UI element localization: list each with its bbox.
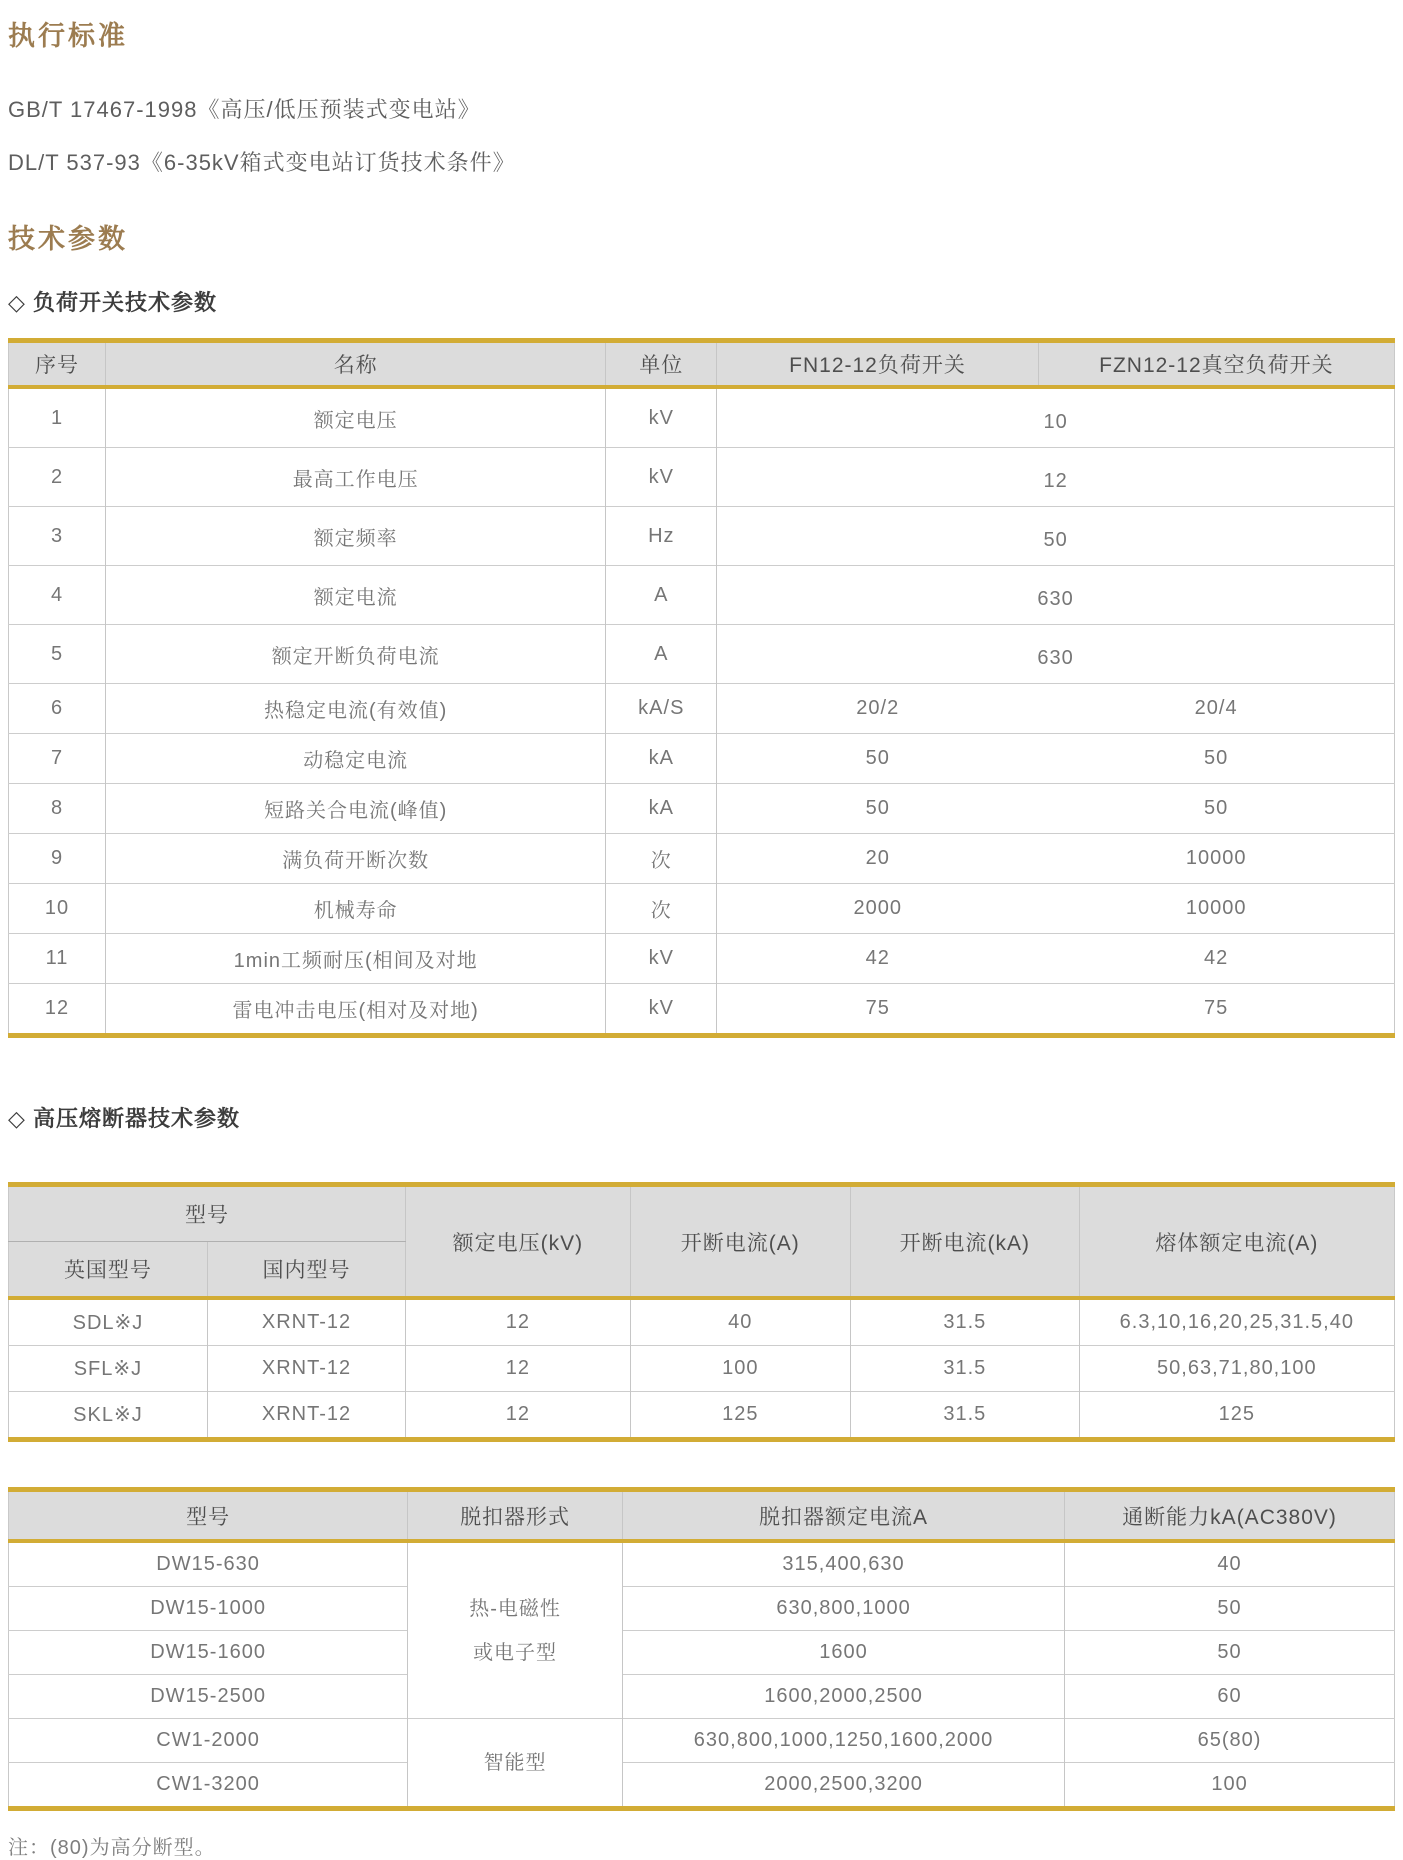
cell-trip-current: 630,800,1000 <box>622 1587 1064 1631</box>
cell-param-name: 额定电压 <box>106 387 606 448</box>
cell-capacity: 50 <box>1065 1587 1395 1631</box>
header-row <box>9 1185 1395 1242</box>
cell-seq: 5 <box>9 625 106 684</box>
cell-breaking-current-a: 40 <box>630 1298 850 1346</box>
cell-param-name: 1min工频耐压(相间及对地 <box>106 934 606 984</box>
cell-rated-voltage: 12 <box>406 1392 631 1440</box>
cell-model: CW1-3200 <box>9 1763 408 1809</box>
cell-capacity: 40 <box>1065 1541 1395 1587</box>
cell-param-name: 最高工作电压 <box>106 448 606 507</box>
cell-fn12-value: 50 <box>717 734 1039 784</box>
cell-trip-current: 315,400,630 <box>622 1541 1064 1587</box>
col-header-capacity: 通断能力kA(AC380V) <box>1065 1490 1395 1542</box>
table-row <box>9 1298 1395 1346</box>
cell-model: DW15-630 <box>156 1553 260 1575</box>
table-row <box>9 1719 1395 1763</box>
cell-unit: kV <box>606 387 717 448</box>
cell-seq: 4 <box>9 566 106 625</box>
col-header-breaking-current-a: 开断电流(A) <box>630 1185 850 1299</box>
cell-fzn12-value: 42 <box>1038 934 1394 984</box>
breaker-table <box>8 1487 1395 1811</box>
table-row <box>9 1631 1395 1675</box>
cell-rated-voltage: 12 <box>406 1298 631 1346</box>
table-row <box>9 884 1395 934</box>
cell-model: CW1-2000 <box>9 1719 408 1763</box>
cell-fn12-value: 42 <box>717 934 1039 984</box>
col-header-model-uk: 英国型号 <box>9 1242 208 1299</box>
cell-model-cn: XRNT-12 <box>207 1298 405 1346</box>
cell-unit: kA <box>606 734 717 784</box>
cell-param-name: 额定电流 <box>106 566 606 625</box>
standard-line-gbt: GB/T 17467-1998《高压/低压预装式变电站》 <box>8 97 481 122</box>
cell-fzn12-value: 50 <box>1038 734 1394 784</box>
cell-fuse-rated-current: 6.3,10,16,20,25,31.5,40 <box>1079 1298 1394 1346</box>
cell-model-cn: XRNT-12 <box>207 1392 405 1440</box>
cell-capacity: 100 <box>1065 1763 1395 1809</box>
cell-param-name: 短路关合电流(峰值) <box>106 784 606 834</box>
col-header-model-cn: 国内型号 <box>207 1242 405 1299</box>
cell-param-name: 动稳定电流 <box>106 734 606 784</box>
cell-merged-value: 10 <box>717 387 1395 448</box>
cell-unit: kA <box>606 784 717 834</box>
cell-model-cn: XRNT-12 <box>207 1346 405 1392</box>
standard-line-dlt: DL/T 537-93《6-35kV箱式变电站订货技术条件》 <box>8 150 516 175</box>
cell-seq: 1 <box>50 406 64 429</box>
cell-param-name: 额定开断负荷电流 <box>106 625 606 684</box>
table-row <box>9 734 1395 784</box>
header-row <box>9 1490 1395 1542</box>
cell-model: DW15-1600 <box>9 1631 408 1675</box>
cell-unit: Hz <box>606 507 717 566</box>
cell-param-name: 额定频率 <box>106 507 606 566</box>
tech-params-heading: 技术参数 <box>8 224 128 254</box>
load-switch-table <box>8 338 1395 1038</box>
trip-type-line: 或电子型 <box>473 1641 558 1664</box>
cell-fn12-value: 75 <box>717 984 1039 1036</box>
cell-unit: kV <box>606 448 717 507</box>
trip-type-line: 热-电磁性 <box>469 1597 561 1620</box>
standards-heading: 执行标准 <box>8 21 128 51</box>
table-row <box>9 448 1395 507</box>
table-row <box>9 834 1395 884</box>
col-header-seq: 序号 <box>9 341 106 388</box>
cell-fn12-value: 20 <box>717 834 1039 884</box>
cell-unit: 次 <box>606 834 717 884</box>
table-row <box>9 1346 1395 1392</box>
cell-param-name: 满负荷开断次数 <box>106 834 606 884</box>
cell-fuse-rated-current: 125 <box>1079 1392 1394 1440</box>
cell-seq: 3 <box>9 507 106 566</box>
cell-capacity: 50 <box>1065 1631 1395 1675</box>
cell-model: DW15-1000 <box>9 1587 408 1631</box>
cell-breaking-current-ka: 31.5 <box>850 1392 1079 1440</box>
cell-breaking-current-ka: 31.5 <box>850 1346 1079 1392</box>
cell-param-name: 雷电冲击电压(相对及对地) <box>106 984 606 1036</box>
cell-capacity: 60 <box>1065 1675 1395 1719</box>
table-row <box>9 1675 1395 1719</box>
cell-fn12-value: 20/2 <box>717 684 1039 734</box>
table-row <box>9 934 1395 984</box>
cell-seq: 6 <box>9 684 106 734</box>
cell-unit: 次 <box>606 884 717 934</box>
col-header-unit: 单位 <box>606 341 717 388</box>
cell-fzn12-value: 50 <box>1038 784 1394 834</box>
cell-unit: A <box>606 566 717 625</box>
cell-seq: 2 <box>9 448 106 507</box>
cell-fzn12-value: 20/4 <box>1038 684 1394 734</box>
table-row <box>9 984 1395 1036</box>
cell-fn12-value: 2000 <box>717 884 1039 934</box>
cell-merged-value: 12 <box>717 448 1395 507</box>
cell-breaking-current-a: 100 <box>630 1346 850 1392</box>
col-header-model-group: 型号 <box>9 1185 406 1242</box>
cell-unit: kA/S <box>606 684 717 734</box>
cell-breaking-current-ka: 31.5 <box>850 1298 1079 1346</box>
cell-merged-value: 50 <box>717 507 1395 566</box>
cell-param-name: 机械寿命 <box>106 884 606 934</box>
section-title-fuse: ◇ 高压熔断器技术参数 <box>8 1106 241 1131</box>
cell-model: DW15-2500 <box>9 1675 408 1719</box>
table-row <box>9 684 1395 734</box>
table-row <box>9 566 1395 625</box>
cell-seq: 9 <box>9 834 106 884</box>
table-row <box>9 1763 1395 1809</box>
header-row <box>9 341 1395 388</box>
col-header-rated-voltage: 额定电压(kV) <box>406 1185 631 1299</box>
section-title-load-switch: ◇ 负荷开关技术参数 <box>8 290 218 315</box>
cell-seq: 8 <box>9 784 106 834</box>
col-header-fzn12: FZN12-12真空负荷开关 <box>1038 341 1394 388</box>
cell-rated-voltage: 12 <box>406 1346 631 1392</box>
cell-fzn12-value: 75 <box>1038 984 1394 1036</box>
cell-seq: 7 <box>9 734 106 784</box>
table-row <box>9 1392 1395 1440</box>
table-row <box>9 507 1395 566</box>
cell-seq: 12 <box>9 984 106 1036</box>
cell-fzn12-value: 10000 <box>1038 884 1394 934</box>
col-header-breaking-current-ka: 开断电流(kA) <box>850 1185 1079 1299</box>
cell-merged-value: 630 <box>717 566 1395 625</box>
cell-capacity: 65(80) <box>1065 1719 1395 1763</box>
cell-merged-value: 630 <box>717 625 1395 684</box>
trip-type-line: 智能型 <box>483 1751 547 1774</box>
cell-trip-current: 2000,2500,3200 <box>622 1763 1064 1809</box>
cell-param-name: 热稳定电流(有效值) <box>106 684 606 734</box>
cell-trip-current: 630,800,1000,1250,1600,2000 <box>622 1719 1064 1763</box>
col-header-model: 型号 <box>9 1490 408 1542</box>
table-row <box>9 625 1395 684</box>
cell-breaking-current-a: 125 <box>630 1392 850 1440</box>
table-row <box>9 387 1395 448</box>
table-row <box>9 1587 1395 1631</box>
cell-trip-type <box>408 1719 623 1809</box>
col-header-fn12: FN12-12负荷开关 <box>717 341 1039 388</box>
cell-seq: 11 <box>9 934 106 984</box>
table-row <box>9 1541 1395 1587</box>
cell-trip-type <box>408 1541 623 1719</box>
cell-seq: 10 <box>9 884 106 934</box>
col-header-fuse-rated-current: 熔体额定电流(A) <box>1079 1185 1394 1299</box>
cell-model-uk: SFL※J <box>9 1346 208 1392</box>
cell-trip-current: 1600,2000,2500 <box>622 1675 1064 1719</box>
cell-fn12-value: 50 <box>717 784 1039 834</box>
cell-unit: A <box>606 625 717 684</box>
cell-unit: kV <box>606 934 717 984</box>
col-header-name: 名称 <box>106 341 606 388</box>
cell-fzn12-value: 10000 <box>1038 834 1394 884</box>
table-row <box>9 784 1395 834</box>
col-header-trip-current: 脱扣器额定电流A <box>622 1490 1064 1542</box>
cell-unit: kV <box>606 984 717 1036</box>
cell-model-uk: SDL※J <box>72 1312 144 1334</box>
cell-fuse-rated-current: 50,63,71,80,100 <box>1079 1346 1394 1392</box>
col-header-trip-type: 脱扣器形式 <box>408 1490 623 1542</box>
note-text: 注：(80)为高分断型。 <box>8 1837 216 1859</box>
cell-model-uk: SKL※J <box>9 1392 208 1440</box>
fuse-table <box>8 1182 1395 1442</box>
cell-trip-current: 1600 <box>622 1631 1064 1675</box>
